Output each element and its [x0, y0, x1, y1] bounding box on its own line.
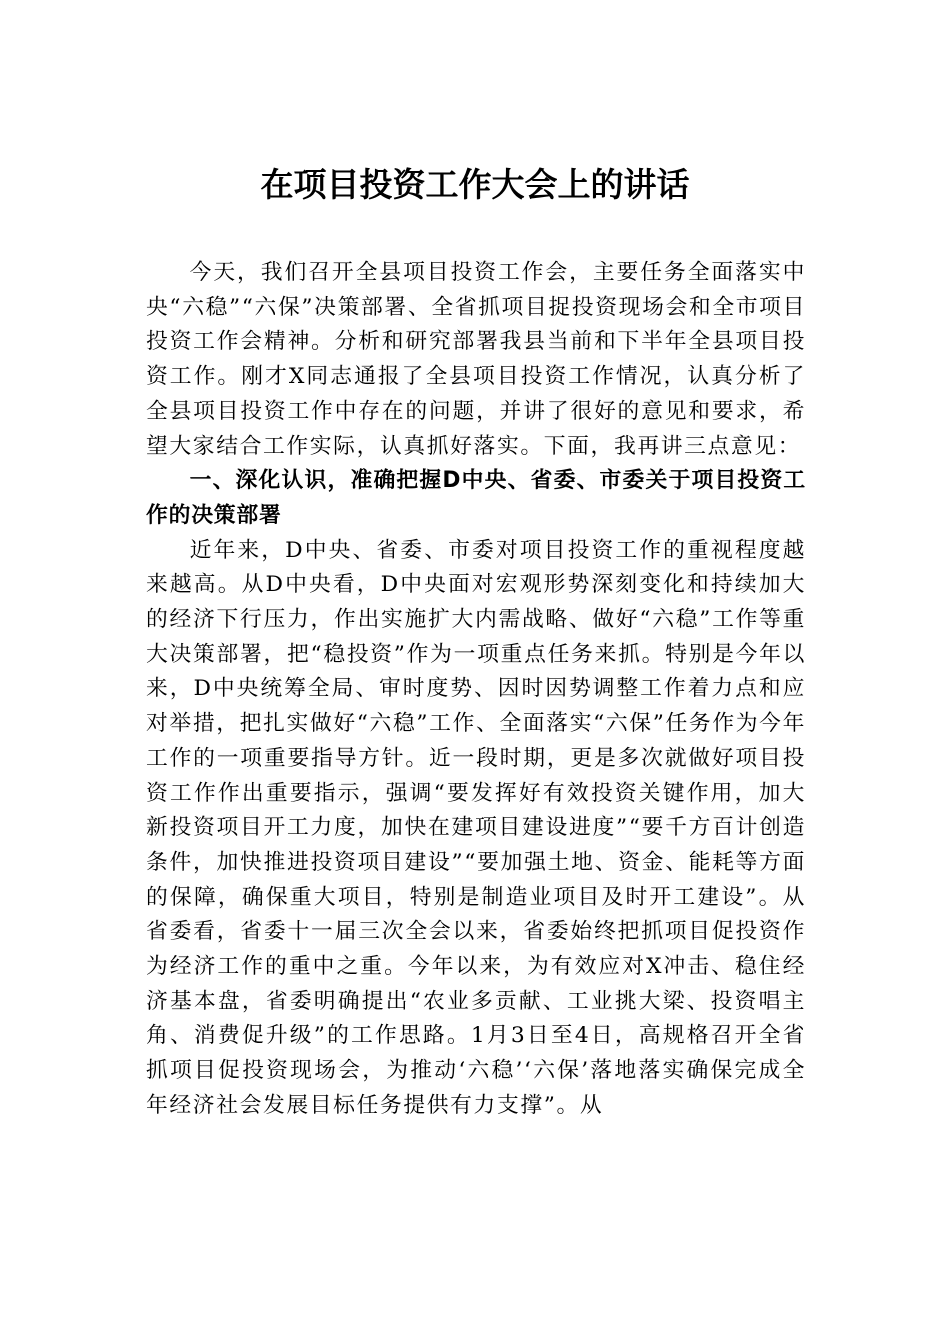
- section-heading-1: 一、深化认识，准确把握D中央、省委、市委关于项目投资工作的决策部署: [146, 468, 806, 528]
- paragraph-intro: 今天，我们召开全县项目投资工作会，主要任务全面落实中央“六稳”“六保”决策部署、全省抓项目捉投资现场会和全市项目投资工作会精神。分析和研究部署我县当前和下半年全县项目投资工作。刚才X同志通报了全县项目投资工作情况，认真分析了全县项目投资工作中存在的问题，并讲了很好的意见和要求，希望大家结合工作实际，认真抓好落实。下面，我再讲三点意见：: [146, 260, 806, 459]
- paragraph-section-1: 近年来，D中央、省委、市委对项目投资工作的重视程度越来越高。从D中央看，D中央面对宏观形势深刻变化和持续加大的经济下行压力，作出实施扩大内需战略、做好“六稳”工作等重大决策部署，把“稳投资”作为一项重点任务来抓。特别是今年以来，D中央统筹全局、审时度势、因时因势调整工作着力点和应对举措，把扎实做好“六稳”工作、全面落实“六保”任务作为今年工作的一项重要指导方针。近一段时期，更是多次就做好项目投资工作作出重要指示，强调“要发挥好有效投资关键作用，加大新投资项目开工力度，加快在建项目建设进度”“要千方百计创造条件，加快推进投资项目建设”“要加强土地、资金、能耗等方面的保障，确保重大项目，特别是制造业项目及时开工建设”。从省委看，省委十一届三次全会以来，省委始终把抓项目促投资作为经济工作的重中之重。今年以来，为有效应对X冲击、稳住经济基本盘，省委明确提出“农业多贡献、工业挑大梁、投资唱主角、消费促升级”的工作思路。1月3日至4日，高规格召开全省抓项目促投资现场会，为推动‘六稳’‘六保’落地落实确保完成全年经济社会发展目标任务提供有力支撑”。从: [146, 537, 806, 1118]
- document-title: 在项目投资工作大会上的讲话: [260, 165, 690, 204]
- document-body: [146, 256, 806, 1124]
